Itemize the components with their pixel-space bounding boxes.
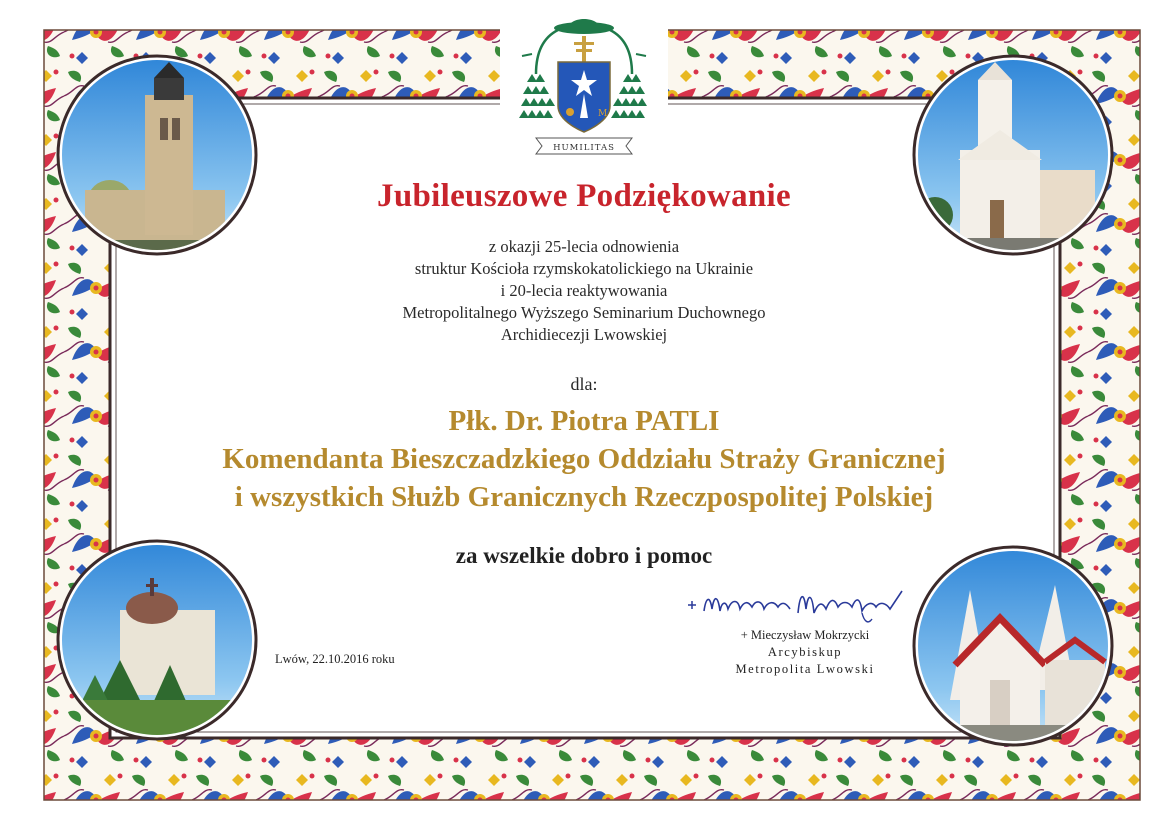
certificate-title: Jubileuszowe Podziękowanie xyxy=(377,178,791,214)
occasion-text xyxy=(0,236,1168,346)
thanks-line: za wszelkie dobro i pomoc xyxy=(455,543,713,568)
signatory-block xyxy=(640,627,970,678)
svg-text:M: M xyxy=(598,109,608,119)
signatory-title: Arcybiskup xyxy=(767,645,843,659)
archbishop-coat-of-arms xyxy=(518,14,650,160)
motto: HUMILITAS xyxy=(553,143,615,153)
for-label: dla: xyxy=(570,374,598,394)
recipient-name: Płk. Dr. Piotra PATLI xyxy=(448,405,720,437)
occasion-line: Archidiecezji Lwowskiej xyxy=(500,325,668,344)
occasion-line: Metropolitalnego Wyższego Seminarium Duchownego xyxy=(402,303,766,322)
place-date: Lwów, 22.10.2016 roku xyxy=(275,652,395,666)
recipient xyxy=(0,402,1168,516)
occasion-line: struktur Kościoła rzymskokatolickiego na Ukrainie xyxy=(414,259,754,278)
recipient-role: Komendanta Bieszczadzkiego Oddziału Straży Granicznej xyxy=(222,443,946,475)
recipient-role: i wszystkich Służb Granicznych Rzeczpospolitej Polskiej xyxy=(234,481,934,513)
occasion-line: z okazji 25-lecia odnowienia xyxy=(488,237,680,256)
signatory-name: + Mieczysław Mokrzycki xyxy=(740,628,870,642)
handwritten-signature xyxy=(682,583,912,629)
signatory-office: Metropolita Lwowski xyxy=(735,662,875,676)
occasion-line: i 20-lecia reaktywowania xyxy=(500,281,668,300)
